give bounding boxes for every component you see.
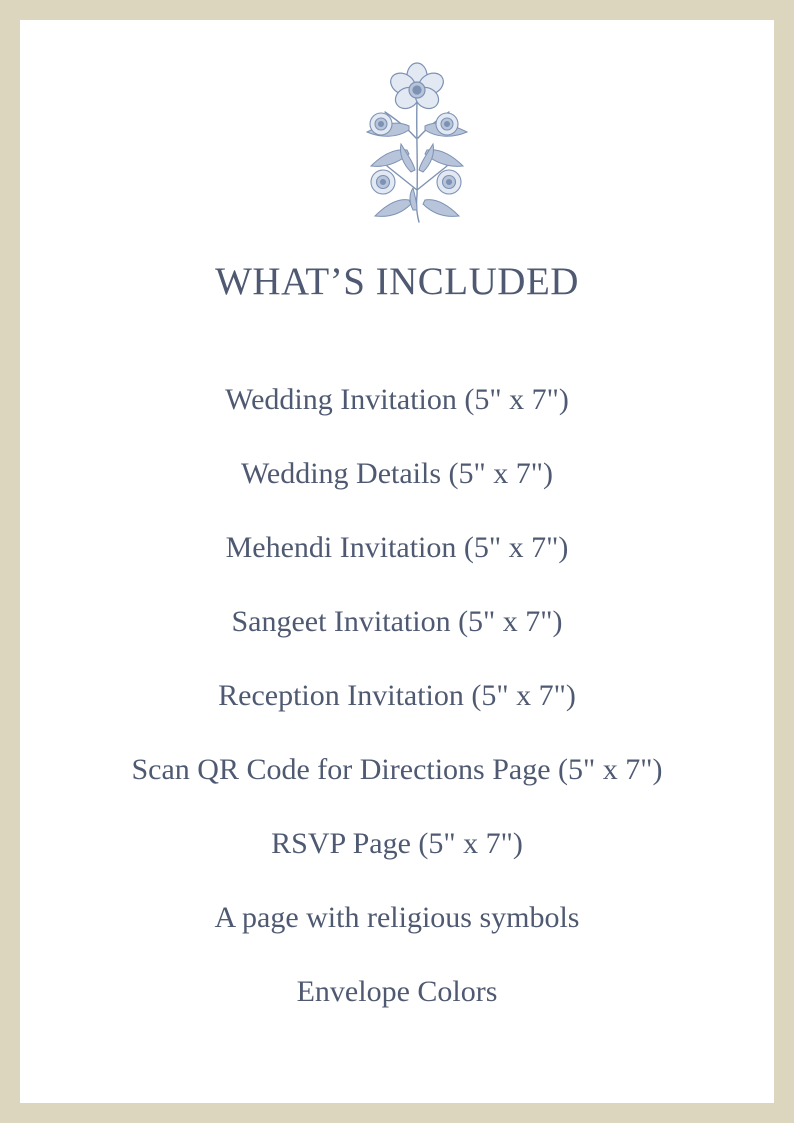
list-item: Envelope Colors bbox=[296, 975, 498, 1008]
list-item: Mehendi Invitation (5" x 7") bbox=[225, 531, 569, 564]
list-item: RSVP Page (5" x 7") bbox=[271, 827, 523, 860]
included-card bbox=[20, 20, 774, 1103]
list-item: Reception Invitation (5" x 7") bbox=[218, 679, 576, 712]
list-item: Wedding Details (5" x 7") bbox=[240, 457, 553, 490]
list-item: Wedding Invitation (5" x 7") bbox=[225, 383, 569, 416]
included-items-list bbox=[20, 382, 774, 1048]
list-item: Scan QR Code for Directions Page (5" x 7") bbox=[131, 753, 663, 786]
list-item: Sangeet Invitation (5" x 7") bbox=[231, 605, 563, 638]
page-title: WHAT’S INCLUDED bbox=[215, 260, 579, 303]
floral-sprig-icon bbox=[347, 50, 487, 225]
list-item: A page with religious symbols bbox=[214, 901, 580, 934]
